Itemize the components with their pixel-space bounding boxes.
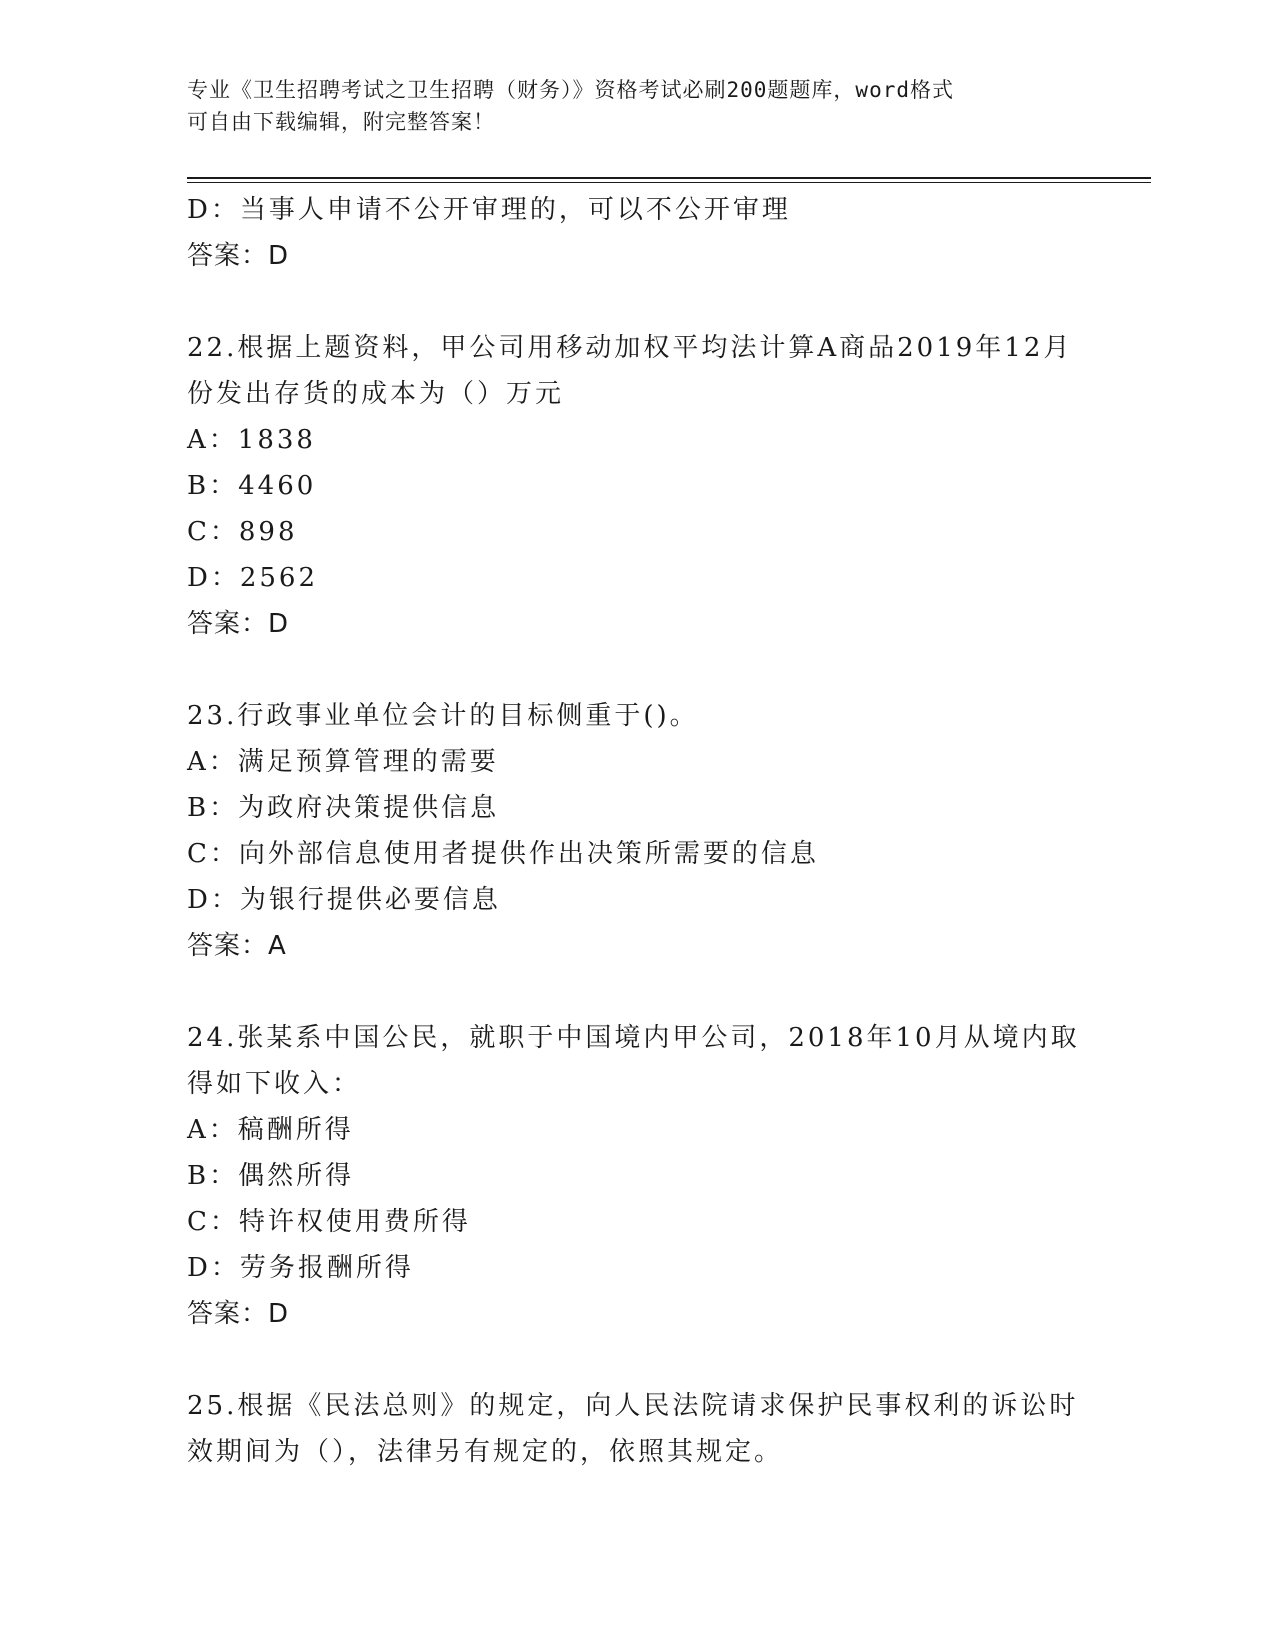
question-stem: 效期间为（），法律另有规定的，依照其规定。 [187,1437,784,1467]
spacer [187,279,1087,325]
option-d: D：2562 [187,563,319,593]
question-stem: 22.根据上题资料，甲公司用移动加权平均法计算A商品2019年12月 [187,333,1073,363]
question-22 [187,325,1087,647]
header-line-2: 可自由下载编辑，附完整答案！ [187,110,495,134]
header-line-1: 专业《卫生招聘考试之卫生招聘（财务）》资格考试必刷200题题库，word格式 [187,78,954,102]
spacer [187,969,1087,1015]
answer: 答案：D [187,1299,290,1329]
question-stem: 25.根据《民法总则》的规定，向人民法院请求保护民事权利的诉讼时 [187,1391,1079,1421]
option-b: B：偶然所得 [187,1161,355,1191]
option-a: A：稿酬所得 [187,1115,354,1145]
option-c: C：898 [187,517,298,547]
question-stem: 24.张某系中国公民，就职于中国境内甲公司，2018年10月从境内取 [187,1023,1080,1053]
answer: 答案：A [187,931,287,961]
option-a: A：1838 [187,425,316,455]
question-25 [187,1383,1087,1475]
spacer [187,1337,1087,1383]
option-d: D：为银行提供必要信息 [187,885,501,915]
prev-option-d: D：当事人申请不公开审理的，可以不公开审理 [187,195,791,225]
option-a: A：满足预算管理的需要 [187,747,499,777]
document-body [187,187,1087,1475]
option-b: B：为政府决策提供信息 [187,793,500,823]
option-c: C：向外部信息使用者提供作出决策所需要的信息 [187,839,819,869]
question-stem: 得如下收入： [187,1069,362,1099]
header-divider [187,177,1151,183]
question-23 [187,693,1087,969]
question-stem: 23.行政事业单位会计的目标侧重于()。 [187,701,699,731]
page-header [187,74,1087,138]
option-d: D：劳务报酬所得 [187,1253,414,1283]
question-stem: 份发出存货的成本为（）万元 [187,379,565,409]
spacer [187,647,1087,693]
prev-answer: 答案：D [187,241,290,271]
option-c: C：特许权使用费所得 [187,1207,471,1237]
option-b: B：4460 [187,471,317,501]
question-24 [187,1015,1087,1337]
answer: 答案：D [187,609,290,639]
